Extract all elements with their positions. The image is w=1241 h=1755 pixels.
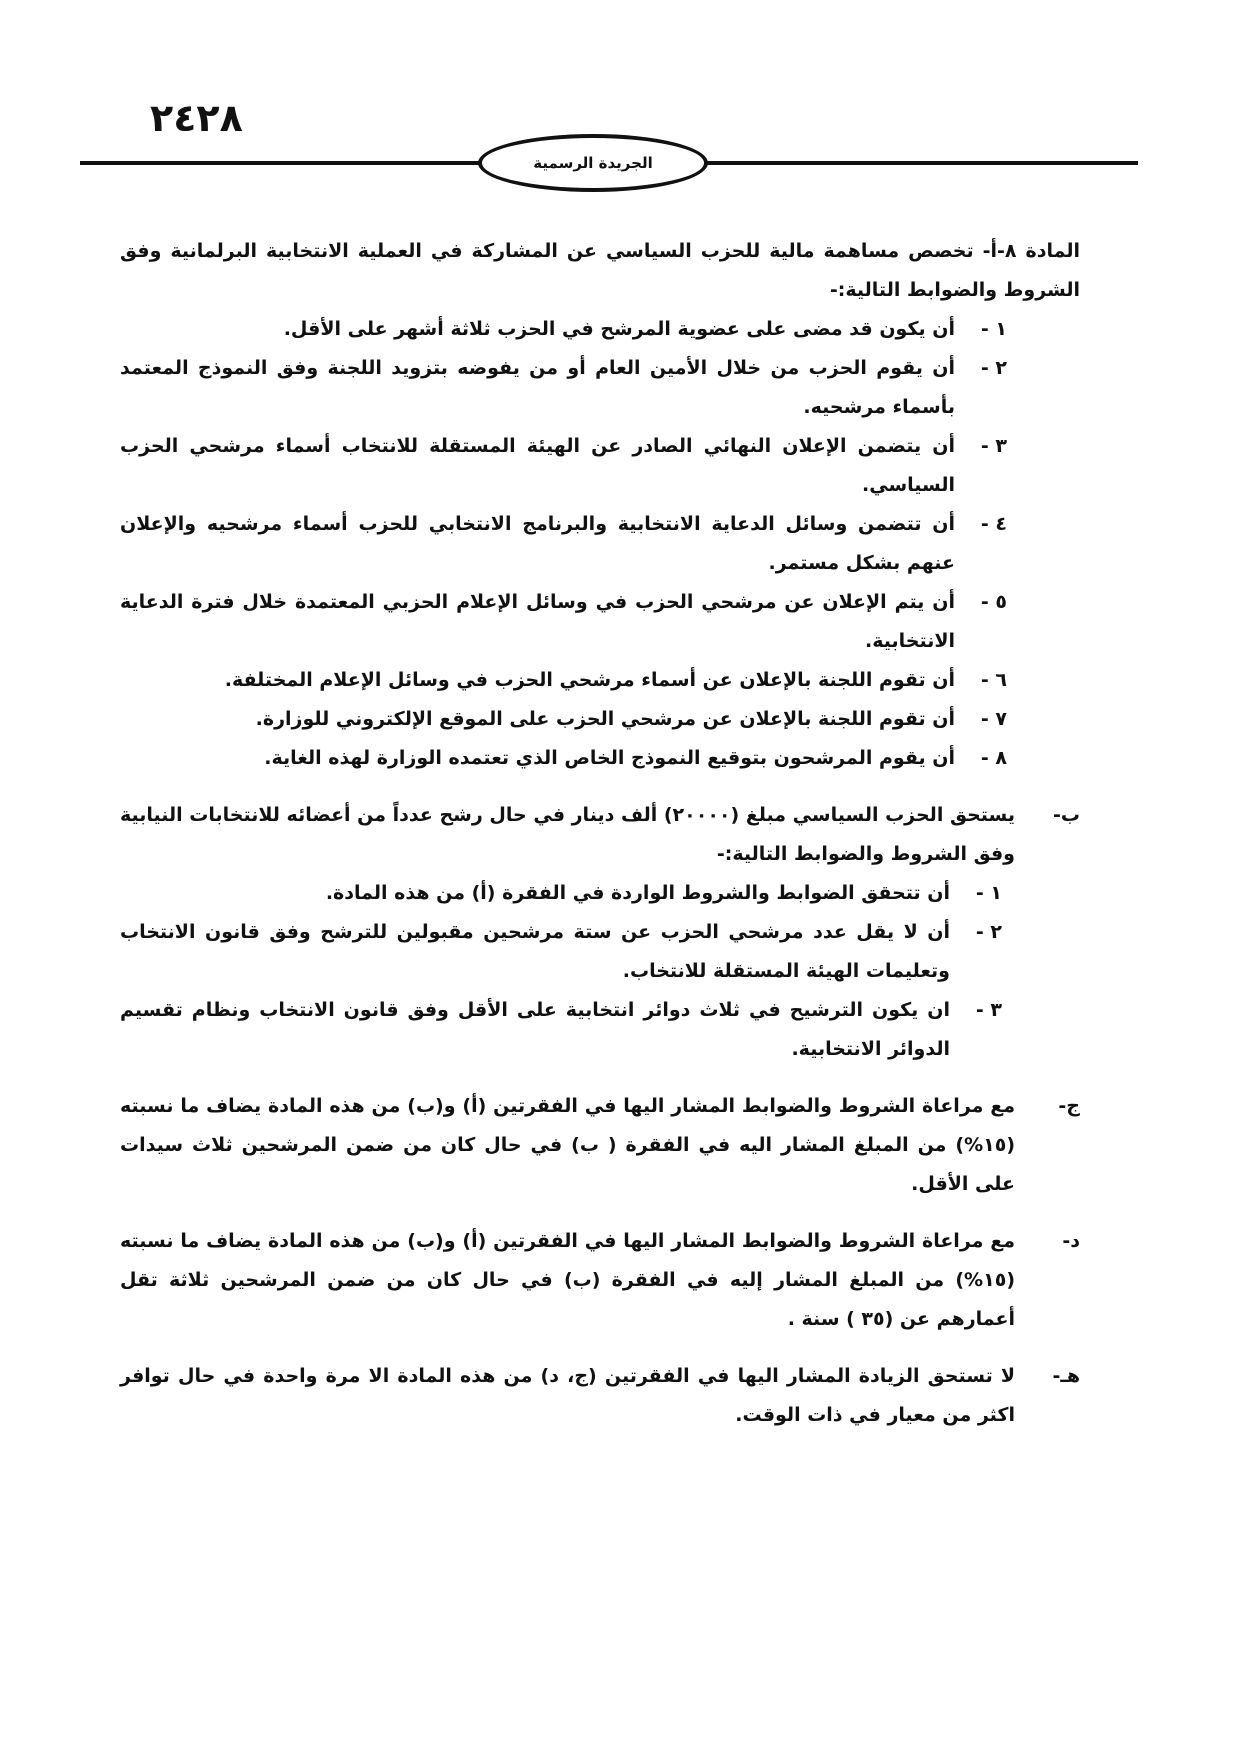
list-item xyxy=(120,310,1080,349)
item-number: ٢ - xyxy=(975,921,1002,943)
paragraph-b-conditions-list xyxy=(120,874,1080,1069)
paragraph-e xyxy=(120,1357,1080,1435)
item-number: ٣ - xyxy=(975,999,1002,1021)
article-intro-text: تخصص مساهمة مالية للحزب السياسي عن المشاركة في العملية الانتخابية البرلمانية وفق الشروط والضوابط التالية:- xyxy=(120,240,1080,301)
item-text: أن لا يقل عدد مرشحي الحزب عن ستة مرشحين مقبولين للترشح وفق قانون الانتخاب وتعليمات الهيئة المستقلة للانتخاب. xyxy=(120,921,950,982)
item-text: أن يكون قد مضى على عضوية المرشح في الحزب ثلاثة أشهر على الأقل. xyxy=(283,318,955,340)
item-text: ان يكون الترشيح في ثلاث دوائر انتخابية على الأقل وفق قانون الانتخاب ونظام تقسيم الدوائر الانتخابية. xyxy=(120,999,950,1060)
header-rule-right xyxy=(706,161,1138,165)
item-text: أن تتحقق الضوابط والشروط الواردة في الفقرة (أ) من هذه المادة. xyxy=(325,882,950,904)
item-number: ٧ - xyxy=(980,708,1007,730)
list-item xyxy=(120,700,1080,739)
item-number: ٣ - xyxy=(980,435,1007,457)
paragraph-c xyxy=(120,1087,1080,1204)
item-number: ١ - xyxy=(980,318,1007,340)
article-conditions-list xyxy=(120,310,1080,778)
item-text: أن يقوم المرشحون بتوقيع النموذج الخاص الذي تعتمده الوزارة لهذه الغاية. xyxy=(264,747,955,769)
item-text: أن يتضمن الإعلان النهائي الصادر عن الهيئة المستقلة للانتخاب أسماء مرشحي الحزب السياسي. xyxy=(120,435,955,496)
paragraph-e-text: لا تستحق الزيادة المشار اليها في الفقرتين (ج، د) من هذه المادة الا مرة واحدة في حال توافر اكثر من معيار في ذات الوقت. xyxy=(120,1365,1015,1426)
list-item xyxy=(120,874,1080,913)
paragraph-c-text: مع مراعاة الشروط والضوابط المشار اليها في الفقرتين (أ) و(ب) من هذه المادة يضاف ما نسبته (١٥%) من المبلغ المشار اليه في الفقرة ( ب) في حال كان من ضمن المرشحين ثلاث سيدات على الأقل. xyxy=(120,1095,1015,1195)
item-text: أن يتم الإعلان عن مرشحي الحزب في وسائل الإعلام الحزبي المعتمدة خلال فترة الدعاية الانتخابية. xyxy=(120,591,955,652)
list-item xyxy=(120,349,1080,427)
paragraph-b-text: يستحق الحزب السياسي مبلغ (٢٠٠٠٠) ألف دينار في حال رشح عدداً من أعضائه للانتخابات النيابية وفق الشروط والضوابط التالية:- xyxy=(119,804,1015,865)
gazette-title: الجريدة الرسمية xyxy=(533,154,653,172)
paragraph-d-text: مع مراعاة الشروط والضوابط المشار اليها في الفقرتين (أ) و(ب) من هذه المادة يضاف ما نسبته (١٥%) من المبلغ المشار إليه في الفقرة (ب) في حال كان من ضمن المرشحين ثلاثة تقل أعمارهم عن (٣٥ ) سنة . xyxy=(120,1230,1015,1330)
item-text: أن تتضمن وسائل الدعاية الانتخابية والبرنامج الانتخابي للحزب أسماء مرشحيه والإعلان عنهم بشكل مستمر. xyxy=(120,513,955,574)
item-number: ٦ - xyxy=(980,669,1007,691)
gazette-title-oval xyxy=(478,134,708,192)
paragraph-letter: د- xyxy=(1062,1230,1080,1252)
paragraph-letter: ب- xyxy=(1053,804,1080,826)
item-number: ٤ - xyxy=(980,513,1007,535)
article-label: المادة ٨-أ- xyxy=(982,240,1081,262)
list-item xyxy=(120,427,1080,505)
item-number: ٥ - xyxy=(980,591,1007,613)
paragraph-letter: هـ- xyxy=(1052,1365,1080,1387)
list-item xyxy=(120,739,1080,778)
item-number: ٨ - xyxy=(980,747,1007,769)
item-text: أن تقوم اللجنة بالإعلان عن أسماء مرشحي الحزب في وسائل الإعلام المختلفة. xyxy=(224,669,955,691)
item-number: ١ - xyxy=(975,882,1002,904)
document-body xyxy=(120,232,1080,1435)
list-item xyxy=(120,913,1080,991)
list-item xyxy=(120,583,1080,661)
list-item xyxy=(120,505,1080,583)
paragraph-d xyxy=(120,1222,1080,1339)
header-rule-left xyxy=(80,161,480,165)
paragraph-letter: ج- xyxy=(1058,1095,1080,1117)
page-number: ٢٤٢٨ xyxy=(150,96,243,140)
item-text: أن تقوم اللجنة بالإعلان عن مرشحي الحزب على الموقع الإلكتروني للوزارة. xyxy=(255,708,955,730)
list-item xyxy=(120,991,1080,1069)
article-intro xyxy=(120,232,1080,310)
list-item xyxy=(120,661,1080,700)
item-text: أن يقوم الحزب من خلال الأمين العام أو من يفوضه بتزويد اللجنة وفق النموذج المعتمد بأسماء مرشحيه. xyxy=(120,357,955,418)
item-number: ٢ - xyxy=(980,357,1007,379)
paragraph-b xyxy=(120,796,1080,1069)
